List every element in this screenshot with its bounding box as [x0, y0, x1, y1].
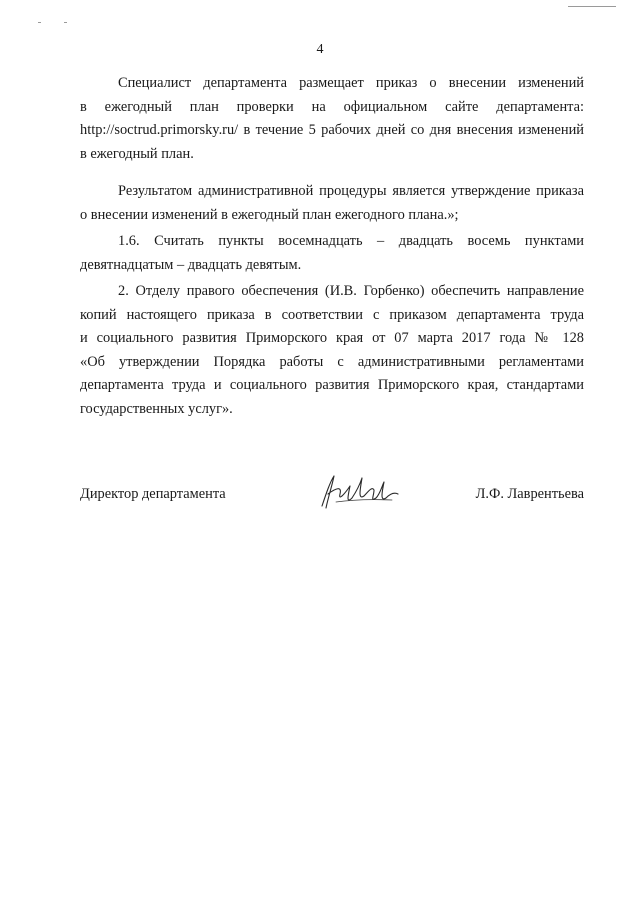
- paragraph-item-2: [80, 280, 584, 421]
- paragraph-line: Результатом административной процедуры является утверждение приказа: [118, 183, 584, 199]
- paragraph-line: 1.6. Считать пункты восемнадцать – двадцать восемь пунктами: [118, 233, 584, 249]
- scan-artifact-top-right: [568, 6, 616, 7]
- paragraph-line: и социального развития Приморского края от 07 марта 2017 года № 128: [80, 330, 584, 346]
- paragraph-line: государственных услуг».: [80, 400, 233, 417]
- handwritten-signature: [316, 472, 406, 514]
- scan-artifact-top-left: [38, 22, 41, 23]
- signatory-name: Л.Ф. Лаврентьева: [475, 486, 584, 502]
- paragraph-line: в ежегодный план.: [80, 145, 194, 162]
- paragraph-line: в ежегодный план проверки на официальном сайте департамента:: [80, 98, 584, 115]
- paragraph-item-1-6: [80, 230, 584, 277]
- signatory-title: Директор департамента: [80, 486, 226, 502]
- paragraph-line: копий настоящего приказа в соответствии с приказом департамента труда: [80, 306, 584, 323]
- paragraph-line: девятнадцатым – двадцать девятым.: [80, 256, 302, 273]
- scan-artifact-top-left-2: [64, 22, 67, 23]
- paragraph-line: о внесении изменений в ежегодный план ежегодного плана.»;: [80, 206, 459, 223]
- paragraph-specialist: [80, 72, 584, 166]
- paragraph-line: департамента труда и социального развития Приморского края, стандартами: [80, 377, 584, 393]
- paragraph-line: http://soctrud.primorsky.ru/ в течение 5 рабочих дней со дня внесения изменений: [80, 122, 584, 138]
- paragraph-line: 2. Отделу правого обеспечения (И.В. Горбенко) обеспечить направление: [118, 283, 584, 299]
- paragraph-line: Специалист департамента размещает приказ о внесении изменений: [118, 75, 584, 91]
- paragraph-line: «Об утверждении Порядка работы с административными регламентами: [80, 353, 584, 370]
- page-number: 4: [316, 42, 324, 57]
- paragraph-result: [80, 180, 584, 227]
- signature-block: [80, 480, 584, 520]
